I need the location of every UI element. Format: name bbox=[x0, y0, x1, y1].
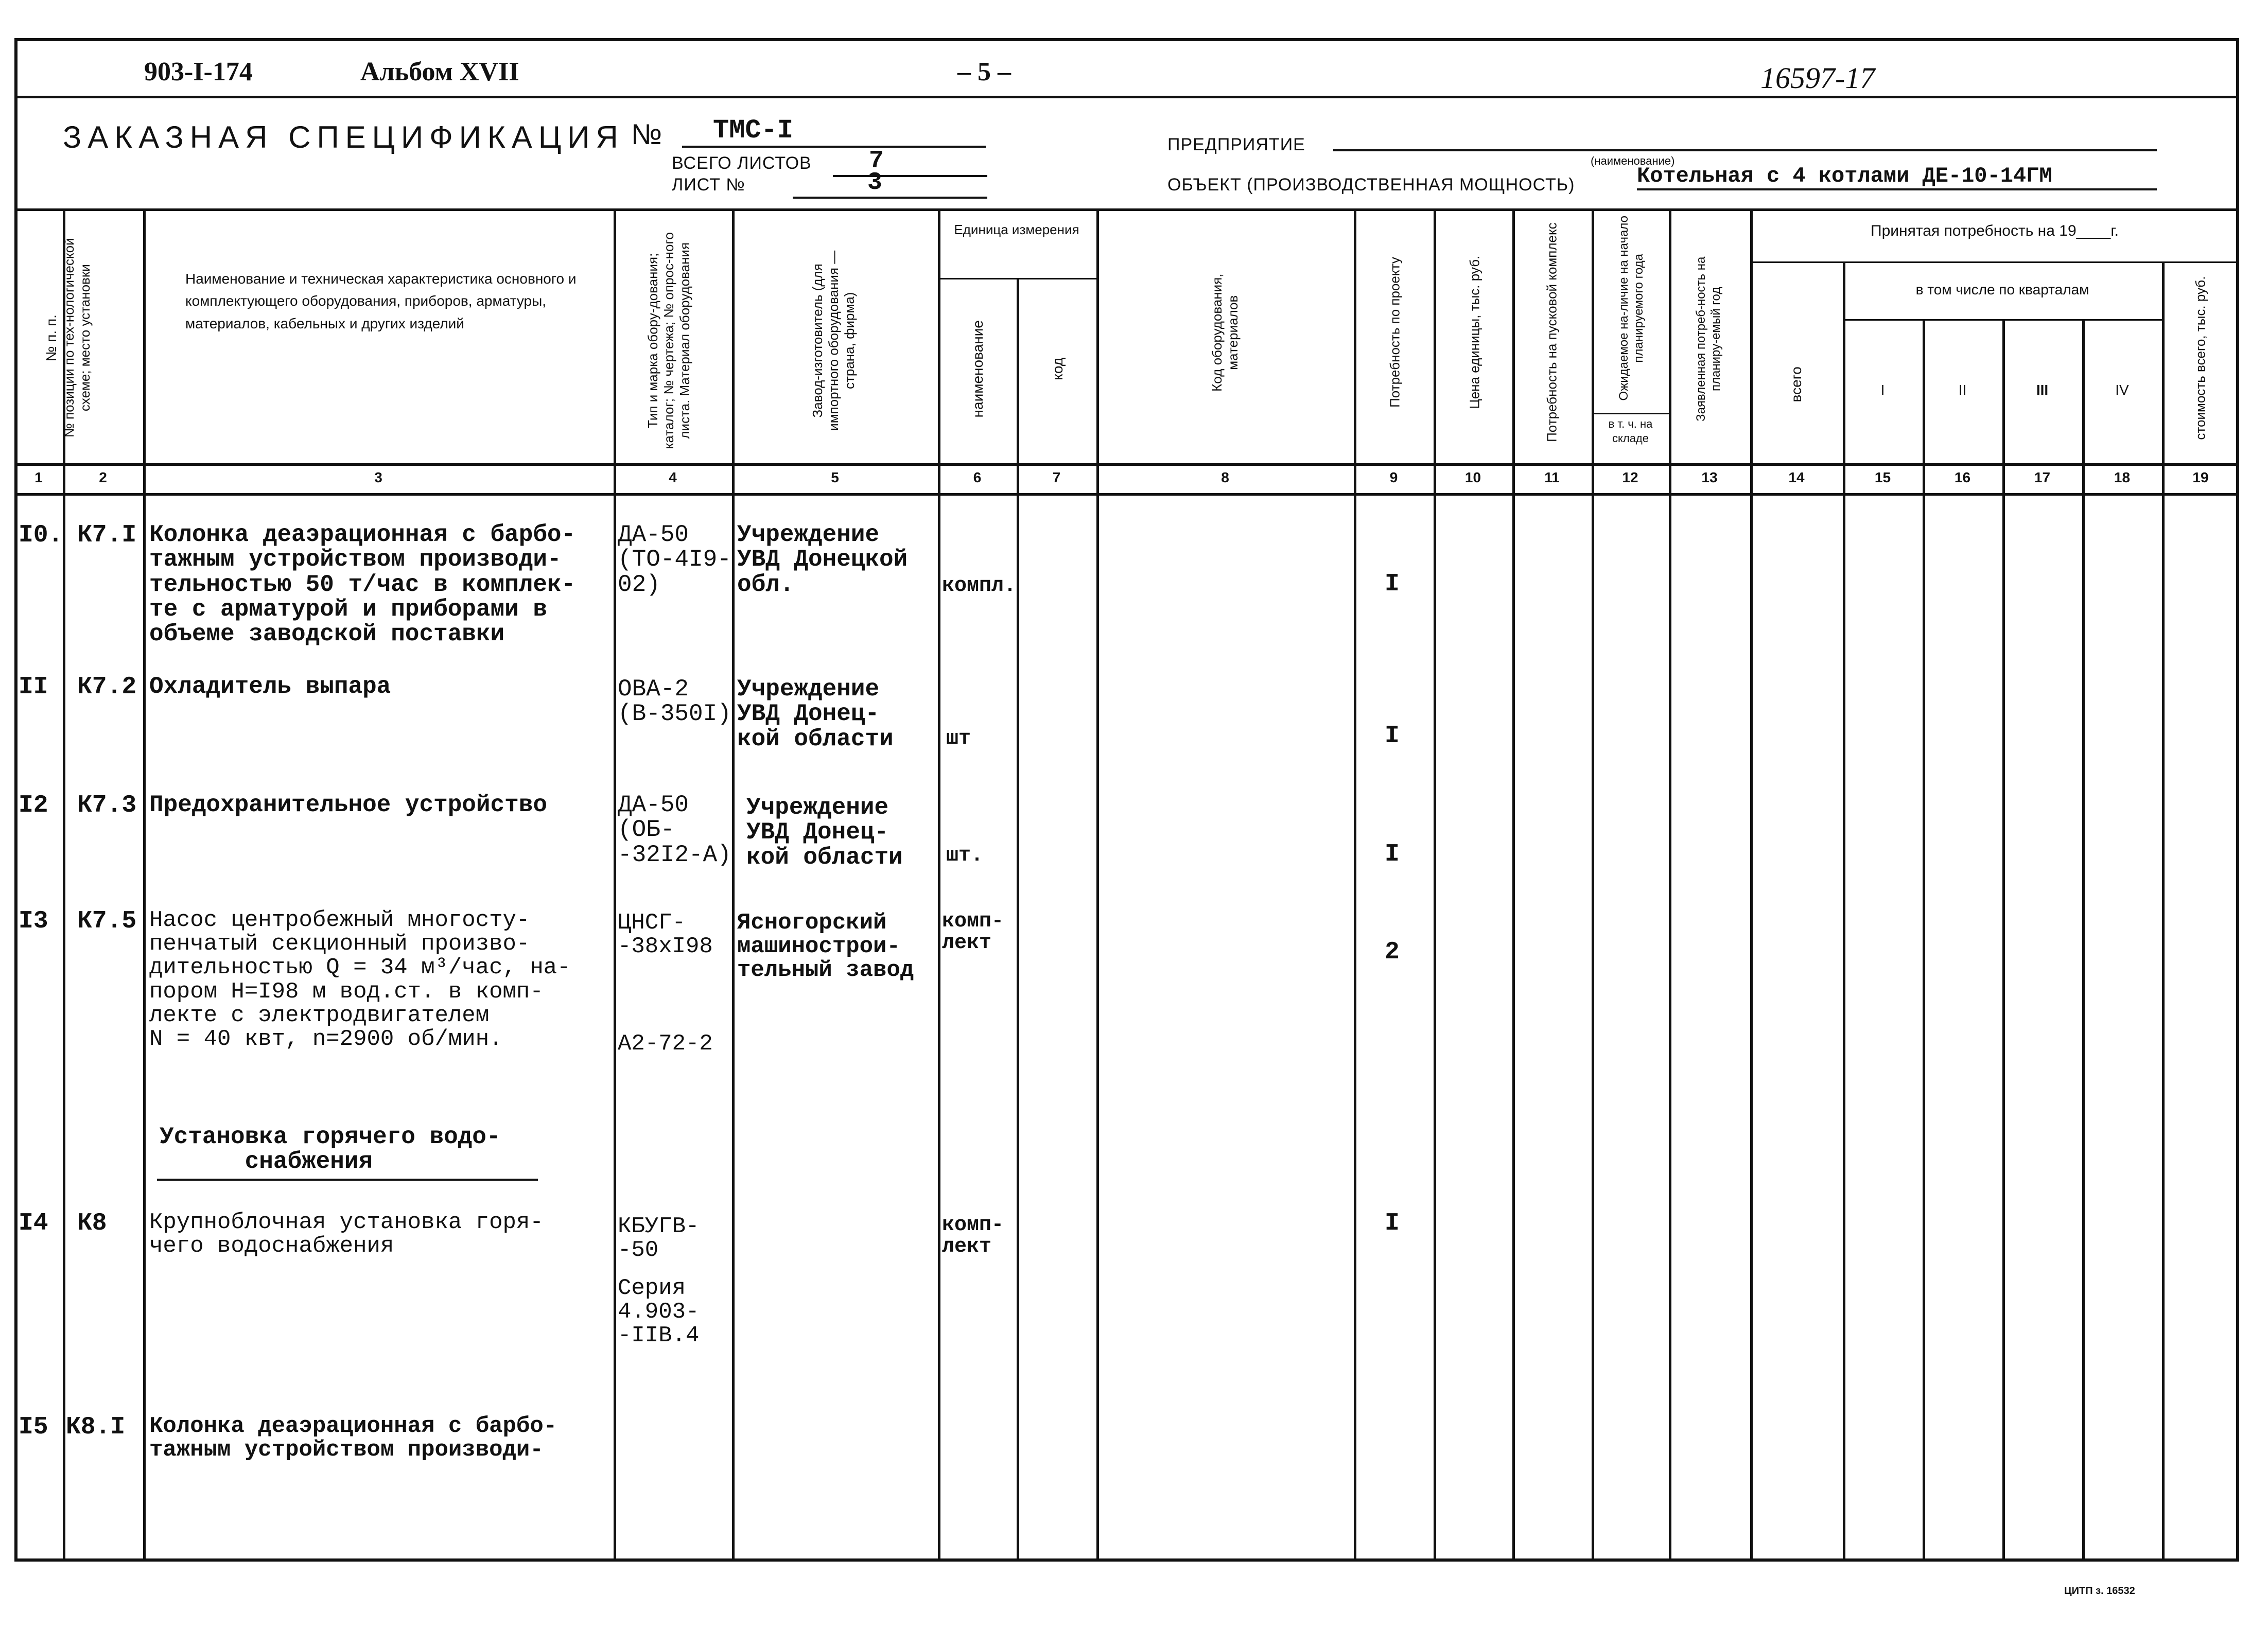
row-14-n: I4 bbox=[19, 1210, 48, 1237]
col-header-19-text: стоимость всего, тыс. руб. bbox=[2192, 276, 2208, 440]
col-header-10 bbox=[1467, 245, 1482, 420]
col-header-3: Наименование и техническая характеристика основного и комплектующего оборудования, приборов, арматуры, материалов, кабельных и других изделий bbox=[185, 271, 577, 331]
col-header-10-text: Цена единицы, тыс. руб. bbox=[1467, 255, 1482, 409]
col-num-8: 8 bbox=[1221, 469, 1229, 485]
sheet-number-text: 3 bbox=[867, 169, 882, 197]
col-header-4 bbox=[645, 227, 693, 454]
spec-number-label: № bbox=[631, 118, 662, 150]
row-11-pos: К7.2 bbox=[77, 673, 137, 701]
total-sheets-text: 7 bbox=[869, 147, 884, 175]
row-11-name: Охладитель выпара bbox=[149, 673, 391, 700]
row-10-n: I0. bbox=[19, 521, 63, 549]
row-14-type: КБУГВ- -50 bbox=[618, 1214, 700, 1264]
row-12-unit: шт. bbox=[946, 844, 984, 867]
col-num-13: 13 bbox=[1701, 469, 1718, 485]
col-header-16: II bbox=[1958, 382, 1967, 398]
col-header-17: III bbox=[2036, 382, 2049, 398]
col-header-12 bbox=[1617, 216, 1647, 401]
row-12-name: Предохранительное устройство bbox=[149, 792, 547, 818]
handwritten-number: 16597-17 bbox=[1760, 61, 1875, 95]
col-num-10: 10 bbox=[1464, 469, 1481, 485]
naming-note: (наименование) bbox=[1591, 154, 1675, 167]
col-num-2: 2 bbox=[99, 469, 107, 485]
page-number: – 5 – bbox=[957, 57, 1011, 86]
row-10-maker: Учреждение УВД Донецкой обл. bbox=[737, 521, 908, 598]
row-12-qty: I bbox=[1385, 840, 1400, 868]
col-header-13-text: Заявленная потреб-ность на планиру-емый год bbox=[1694, 256, 1723, 422]
col-num-19: 19 bbox=[2192, 469, 2209, 485]
row-14-name: Крупноблочная установка горя- чего водоснабжения bbox=[149, 1210, 544, 1259]
object-value: Котельная с 4 котлами ДЕ-10-14ГМ bbox=[1637, 164, 2157, 190]
row-14-type2: Серия 4.903- -IIВ.4 bbox=[618, 1275, 700, 1349]
row-11-unit: шт bbox=[946, 727, 971, 750]
spec-number-text: ТМС-I bbox=[713, 115, 794, 146]
col-header-5 bbox=[810, 233, 858, 449]
row-15-name: Колонка деаэрационная с барбо- тажным устройством производи- bbox=[149, 1413, 557, 1463]
col-num-16: 16 bbox=[1954, 469, 1971, 485]
object-label: ОБЪЕКТ (ПРОИЗВОДСТВЕННАЯ МОЩНОСТЬ) bbox=[1167, 175, 1575, 195]
row-13-maker: Ясногорский машинострои- тельный завод bbox=[737, 910, 914, 984]
col-header-5-text: Завод-изготовитель (для импортного оборудования —страна, фирма) bbox=[810, 250, 858, 431]
footer-stamp: ЦИТП з. 16532 bbox=[2064, 1585, 2135, 1597]
col-header-8-text: Код оборудования, материалов bbox=[1209, 273, 1241, 392]
section-underline bbox=[157, 1179, 538, 1181]
row-10-pos: К7.I bbox=[77, 521, 137, 549]
row-13-type: ЦНСГ- -38хI98 bbox=[618, 910, 713, 960]
col-header-1: № п. п. bbox=[43, 314, 60, 362]
col-num-15: 15 bbox=[1874, 469, 1891, 485]
col-header-8 bbox=[1209, 240, 1241, 425]
sheet-number-label: ЛИСТ № bbox=[672, 175, 745, 195]
row-12-maker: Учреждение УВД Донец- кой области bbox=[746, 794, 903, 871]
col-num-3: 3 bbox=[374, 469, 382, 485]
row-13-name: Насос центробежный многосту- пенчатый секционный произво- дительностью Q = 34 м³/час, на- пором Н=I98 м вод.ст. в комп- лекте с электродвигателем N = 40 квт, n=2900 об/мин. bbox=[149, 907, 571, 1052]
total-sheets-label: ВСЕГО ЛИСТОВ bbox=[672, 153, 812, 173]
col-header-9 bbox=[1387, 245, 1403, 420]
col-num-6: 6 bbox=[973, 469, 982, 485]
row-10-type: ДА-50 (ТО-4I9- 02) bbox=[618, 521, 731, 598]
row-12-type: ДА-50 (ОБ- -32I2-А) bbox=[618, 792, 731, 868]
row-14-pos: К8 bbox=[77, 1210, 107, 1237]
col-header-4-text: Тип и марка обору-дования; каталог; № чертежа; № опрос-ного листа. Материал оборудования bbox=[645, 232, 693, 449]
row-10-unit: компл. bbox=[942, 574, 1017, 598]
row-13-unit: комп- лект bbox=[942, 910, 1004, 955]
row-14-unit: комп- лект bbox=[942, 1214, 1004, 1258]
col-header-18: IV bbox=[2115, 382, 2129, 398]
album-label: Альбом XVII bbox=[360, 57, 519, 86]
row-12-pos: К7.3 bbox=[77, 792, 137, 819]
col-num-7: 7 bbox=[1052, 469, 1061, 485]
unit-group-header: Единица измерения bbox=[954, 222, 1079, 237]
spec-number-value bbox=[682, 115, 986, 148]
form-title: ЗАКАЗНАЯ СПЕЦИФИКАЦИЯ bbox=[63, 120, 624, 154]
col-num-11: 11 bbox=[1544, 469, 1560, 485]
row-13-pos: К7.5 bbox=[77, 907, 137, 935]
row-14-qty: I bbox=[1385, 1210, 1400, 1237]
row-13-type2: А2-72-2 bbox=[618, 1031, 713, 1057]
accepted-header: Принятая потребность на 19____г. bbox=[1871, 222, 2119, 239]
row-13-qty: 2 bbox=[1385, 938, 1400, 966]
row-11-qty: I bbox=[1385, 722, 1400, 750]
enterprise-value-line bbox=[1333, 129, 2157, 151]
row-10-qty: I bbox=[1385, 570, 1400, 598]
col-num-4: 4 bbox=[669, 469, 677, 485]
col-num-17: 17 bbox=[2034, 469, 2051, 485]
doc-code: 903-I-174 bbox=[144, 57, 253, 86]
col-header-15: I bbox=[1880, 382, 1885, 398]
col-header-6: наименование bbox=[970, 320, 986, 418]
col-header-2 bbox=[61, 230, 93, 446]
row-10-name: Колонка деаэрационная с барбо- тажным устройством производи- тельностью 50 т/час в комплек- те с арматурой и приборами в объеме заводской поставки bbox=[149, 521, 576, 648]
col-num-14: 14 bbox=[1788, 469, 1805, 485]
row-11-maker: Учреждение УВД Донец- кой области bbox=[737, 676, 894, 752]
col-header-2-text: № позиции по тех-нологической схеме; место установки bbox=[61, 238, 93, 438]
col-header-7: код bbox=[1050, 357, 1066, 380]
quarters-header: в том числе по кварталам bbox=[1915, 282, 2089, 297]
col-header-13 bbox=[1694, 236, 1724, 442]
col-num-1: 1 bbox=[34, 469, 43, 485]
col-num-18: 18 bbox=[2114, 469, 2131, 485]
row-15-pos: К8.I bbox=[66, 1413, 126, 1441]
row-11-type: ОВА-2 (В-350I) bbox=[618, 676, 731, 728]
section-title: Установка горячего водо- снабжения bbox=[160, 1124, 501, 1176]
row-12-n: I2 bbox=[19, 792, 48, 819]
col-num-12: 12 bbox=[1622, 469, 1638, 485]
col-header-12-text: Ожидаемое на-личие на начало планируемого года bbox=[1617, 216, 1646, 401]
col-num-5: 5 bbox=[831, 469, 839, 485]
col-header-9-text: Потребность по проекту bbox=[1387, 257, 1403, 408]
col-header-11-text: Потребность на пусковой комплекс bbox=[1544, 222, 1560, 442]
col-header-11 bbox=[1544, 222, 1560, 443]
col-header-12b: в т. ч. на складе bbox=[1608, 417, 1653, 445]
col-header-14: всего bbox=[1788, 366, 1805, 402]
row-15-n: I5 bbox=[19, 1413, 48, 1441]
row-11-n: II bbox=[19, 673, 48, 701]
row-13-n: I3 bbox=[19, 907, 48, 935]
col-header-19 bbox=[2192, 273, 2208, 443]
col-num-9: 9 bbox=[1389, 469, 1398, 485]
sheet-number-value bbox=[793, 169, 987, 199]
enterprise-label: ПРЕДПРИЯТИЕ bbox=[1167, 135, 1305, 154]
